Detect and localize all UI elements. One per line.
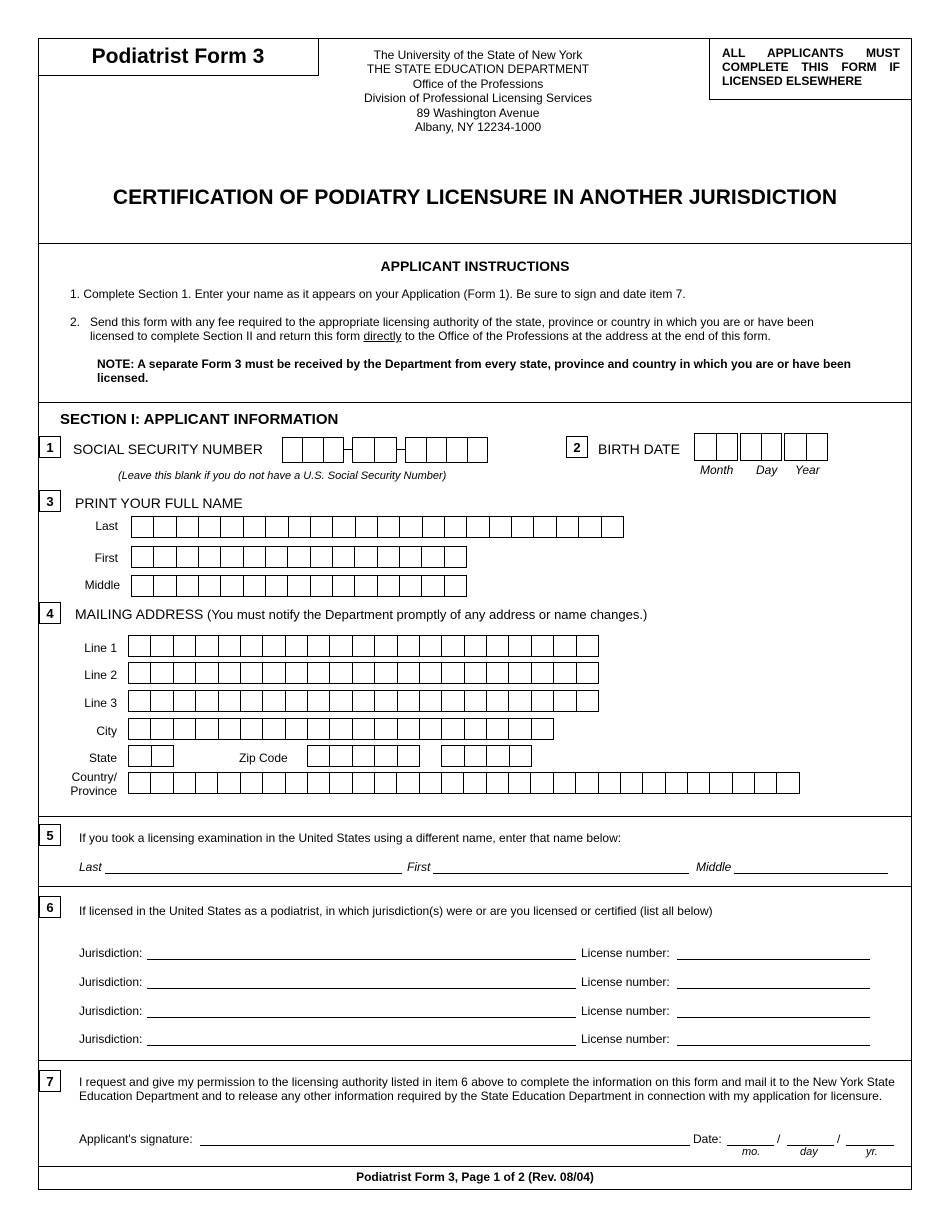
ssn-label: SOCIAL SECURITY NUMBER xyxy=(73,441,263,457)
jurisdiction-field[interactable] xyxy=(147,1004,576,1018)
date-year-field[interactable] xyxy=(846,1132,894,1146)
agency-line: 89 Washington Avenue xyxy=(416,105,540,120)
item-5-number: 5 xyxy=(39,824,61,846)
item-3-number: 3 xyxy=(39,490,61,512)
state-label: State xyxy=(88,751,117,765)
license-number-label: License number: xyxy=(581,1004,670,1018)
last-name-label: Last xyxy=(95,519,118,533)
prior-first-label: First xyxy=(407,860,431,874)
license-number-field[interactable] xyxy=(677,975,870,989)
city-label: City xyxy=(96,724,117,738)
middle-name-field[interactable] xyxy=(131,575,467,597)
middle-name-label: Middle xyxy=(84,578,120,592)
jurisdiction-field[interactable] xyxy=(147,946,576,960)
item-4-number: 4 xyxy=(39,602,61,624)
prior-middle-name-field[interactable] xyxy=(734,860,888,874)
address-line2-field[interactable] xyxy=(128,662,599,684)
birth-date-label: BIRTH DATE xyxy=(598,441,680,457)
item-1-number: 1 xyxy=(39,436,61,458)
country-province-label xyxy=(50,770,117,798)
jurisdiction-field[interactable] xyxy=(147,1032,576,1046)
item-5-text: If you took a licensing examination in the United States using a different name, enter that name below: xyxy=(79,831,622,845)
agency-line: The University of the State of New York xyxy=(373,48,583,62)
agency-line: THE STATE EDUCATION DEPARTMENT xyxy=(366,62,590,77)
zip-code-field[interactable] xyxy=(307,745,420,767)
line1-label: Line 1 xyxy=(84,641,117,655)
license-number-label: License number: xyxy=(581,1032,670,1046)
jurisdiction-label: Jurisdiction: xyxy=(79,1032,143,1046)
first-name-label: First xyxy=(94,551,118,565)
instruction-2-underlined: directly xyxy=(363,329,402,343)
full-name-label: PRINT YOUR FULL NAME xyxy=(75,495,243,511)
date-separator: / xyxy=(837,1132,841,1146)
zip-extension-field[interactable] xyxy=(441,745,532,767)
divider-section1 xyxy=(38,816,912,817)
jurisdiction-field[interactable] xyxy=(147,975,576,989)
instruction-2-text-end: to the Office of the Professions at the address at the end of this form. xyxy=(401,329,771,343)
ssn-note: (Leave this blank if you do not have a U.S. Social Security Number) xyxy=(118,470,447,482)
license-number-field[interactable] xyxy=(677,1004,870,1018)
last-name-field[interactable] xyxy=(131,516,624,538)
address-line1-field[interactable] xyxy=(128,635,599,657)
jurisdiction-label: Jurisdiction: xyxy=(79,975,143,989)
license-number-field[interactable] xyxy=(677,946,870,960)
date-mo-caption: mo. xyxy=(742,1146,761,1158)
license-number-field[interactable] xyxy=(677,1032,870,1046)
divider-item7 xyxy=(38,1166,912,1167)
country-province-field[interactable] xyxy=(128,772,800,794)
instruction-2-text: Send this form with any fee required to the appropriate licensing authority of the state, province or country in which you are or have been licensed to complete Section II and return this form xyxy=(90,315,814,343)
date-label: Date: xyxy=(693,1132,722,1146)
divider-item5 xyxy=(38,886,912,887)
prior-last-name-field[interactable] xyxy=(105,860,402,874)
date-day-caption: day xyxy=(800,1146,818,1158)
birth-date-field[interactable] xyxy=(694,433,828,461)
prior-middle-label: Middle xyxy=(696,860,732,874)
applicant-notice: ALL APPLICANTS MUST COMPLETE THIS FORM IF LICENSED ELSEWHERE xyxy=(709,38,912,100)
instruction-1: 1. Complete Section 1. Enter your name as it appears on your Application (Form 1). Be sure to sign and date item 7. xyxy=(70,287,686,301)
agency-address xyxy=(330,48,626,134)
province-label: Province xyxy=(70,784,117,798)
state-field[interactable] xyxy=(128,745,174,767)
item-2-number: 2 xyxy=(566,436,588,458)
instruction-2-number: 2. xyxy=(70,315,81,329)
birth-year-label: Year xyxy=(795,463,820,477)
agency-line: Albany, NY 12234-1000 xyxy=(414,120,542,135)
instruction-note: NOTE: A separate Form 3 must be received by the Department from every state, province and country in which you are or have been licensed. xyxy=(97,357,851,385)
divider-instructions xyxy=(38,402,912,403)
mailing-address-note: (You must notify the Department promptly of any address or name changes.) xyxy=(203,607,648,622)
item-6-number: 6 xyxy=(39,896,61,918)
license-number-label: License number: xyxy=(581,975,670,989)
country-label: Country/ xyxy=(71,770,117,784)
date-separator: / xyxy=(777,1132,781,1146)
ssn-field[interactable] xyxy=(282,437,488,463)
instruction-2 xyxy=(90,315,860,343)
zip-code-label: Zip Code xyxy=(239,751,288,765)
first-name-field[interactable] xyxy=(131,546,467,568)
item-7-consent-text: I request and give my permission to the licensing authority listed in item 6 above to complete the information on this form and mail it to the New York State Education Department and to release any other information required by the State Education Department in connection with my application for licensure. xyxy=(79,1075,895,1103)
item-6-text: If licensed in the United States as a podiatrist, in which jurisdiction(s) were or are you licensed or certified (list all below) xyxy=(79,904,713,918)
line3-label: Line 3 xyxy=(84,696,117,710)
birth-day-label: Day xyxy=(756,463,778,477)
divider-item6 xyxy=(38,1060,912,1061)
jurisdiction-label: Jurisdiction: xyxy=(79,946,143,960)
jurisdiction-label: Jurisdiction: xyxy=(79,1004,143,1018)
city-field[interactable] xyxy=(128,718,554,740)
instructions-heading: APPLICANT INSTRUCTIONS xyxy=(380,258,570,274)
section1-heading: SECTION I: APPLICANT INFORMATION xyxy=(60,411,339,428)
form-title: CERTIFICATION OF PODIATRY LICENSURE IN ANOTHER JURISDICTION xyxy=(112,186,838,209)
date-month-field[interactable] xyxy=(727,1132,774,1146)
divider-title xyxy=(38,243,912,244)
license-number-label: License number: xyxy=(581,946,670,960)
signature-label: Applicant's signature: xyxy=(79,1132,193,1146)
agency-line: Office of the Professions xyxy=(412,76,544,91)
birth-month-label: Month xyxy=(700,463,734,477)
agency-line: Division of Professional Licensing Services xyxy=(363,91,593,106)
mailing-address-title: MAILING ADDRESS xyxy=(75,606,204,622)
date-day-field[interactable] xyxy=(787,1132,834,1146)
line2-label: Line 2 xyxy=(84,668,117,682)
form-name: Podiatrist Form 3 xyxy=(38,38,319,76)
page-footer: Podiatrist Form 3, Page 1 of 2 (Rev. 08/04) xyxy=(356,1170,594,1184)
item-7-number: 7 xyxy=(39,1070,61,1092)
address-line3-field[interactable] xyxy=(128,690,599,712)
prior-first-name-field[interactable] xyxy=(433,860,689,874)
date-yr-caption: yr. xyxy=(866,1146,878,1158)
mailing-address-label xyxy=(75,606,647,622)
signature-field[interactable] xyxy=(200,1132,690,1146)
prior-last-label: Last xyxy=(79,860,102,874)
